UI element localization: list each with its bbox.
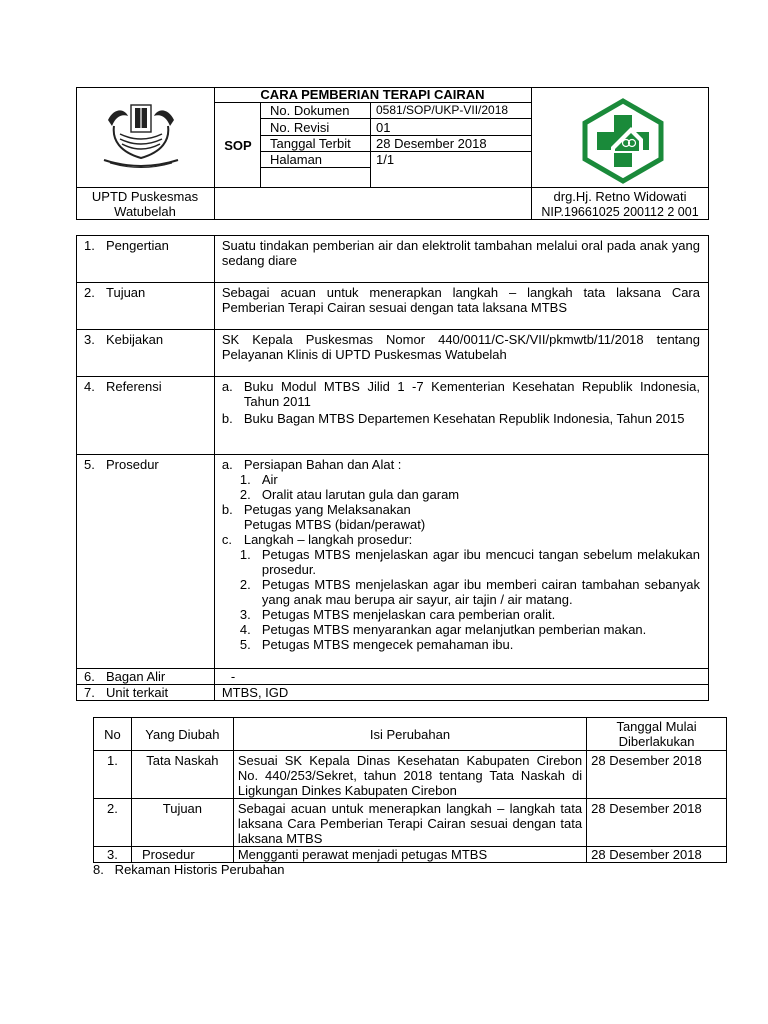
row-prosedur bbox=[77, 455, 709, 669]
label-unit: Unit terkait bbox=[106, 685, 169, 700]
num-kebijakan: 3. bbox=[84, 332, 95, 347]
table-row: 2. Tujuan Sebagai acuan untuk menerapkan langkah – langkah tata laksana Cara Pemberian Terapi Cairan sesuai dengan tata laksana MTBS 28 Desember 2018 bbox=[94, 799, 727, 847]
meta-value-doc: 0581/SOP/UKP-VII/2018 bbox=[376, 103, 509, 117]
ref-item: b. Buku Bagan MTBS Departemen Kesehatan Republik Indonesia, Tahun 2015 bbox=[221, 411, 685, 426]
text-kebijakan: SK Kepala Puskesmas Nomor 440/0011/C-SK/VII/pkmwtb/11/2018 tentang Pelayanan Klinis di UPTD Puskesmas Watubelah bbox=[214, 330, 708, 377]
document-title: CARA PEMBERIAN TERAPI CAIRAN bbox=[260, 87, 485, 102]
regency-emblem-icon bbox=[100, 102, 182, 172]
label-kebijakan: Kebijakan bbox=[106, 332, 164, 347]
table-row: 3. Prosedur Mengganti perawat menjadi petugas MTBS 28 Desember 2018 bbox=[94, 847, 727, 863]
meta-value-date: 28 Desember 2018 bbox=[376, 136, 487, 151]
prosedur-a: a. Persiapan Bahan dan Alat : bbox=[221, 457, 402, 472]
sop-label: SOP bbox=[224, 138, 252, 153]
history-header-changed: Yang Diubah bbox=[131, 718, 233, 751]
prosedur-c-item: 5. Petugas MTBS mengecek pemahaman ibu. bbox=[239, 637, 514, 652]
history-header-content: Isi Perubahan bbox=[233, 718, 586, 751]
header-divider-left bbox=[214, 87, 215, 220]
header-divider-bottom bbox=[76, 187, 709, 188]
num-prosedur: 5. bbox=[84, 457, 95, 472]
label-pengertian: Pengertian bbox=[106, 238, 169, 253]
label-referensi: Referensi bbox=[106, 379, 162, 394]
signer-nip: NIP.19661025 200112 2 001 bbox=[541, 205, 699, 219]
history-caption: 8. Rekaman Historis Perubahan bbox=[93, 862, 285, 877]
num-referensi: 4. bbox=[84, 379, 95, 394]
row-tujuan bbox=[77, 283, 709, 330]
org-line-2: Watubelah bbox=[114, 204, 176, 219]
history-table bbox=[93, 717, 727, 863]
meta-label-page: Halaman bbox=[270, 152, 323, 167]
puskesmas-logo-icon bbox=[581, 97, 666, 185]
table-row: 1. Tata Naskah Sesuai SK Kepala Dinas Kesehatan Kabupaten Cirebon No. 440/253/Sekret, tahun 2018 tentang Tata Naskah di Ligkungan Dinkes Kabupaten Cirebon 28 Desember 2018 bbox=[94, 751, 727, 799]
text-bagan: - bbox=[214, 669, 708, 685]
label-bagan: Bagan Alir bbox=[106, 669, 166, 684]
num-tujuan: 2. bbox=[84, 285, 95, 300]
prosedur-c-item: 1. Petugas MTBS menjelaskan agar ibu mencuci tangan sebelum melakukan prosedur. bbox=[239, 547, 700, 577]
meta-label-date: Tanggal Terbit bbox=[270, 136, 351, 151]
sop-table bbox=[76, 235, 709, 701]
text-pengertian: Suatu tindakan pemberian air dan elektrolit tambahan melalui oral pada anak yang sedang diare bbox=[214, 236, 708, 283]
meta-grid bbox=[260, 102, 531, 187]
row-kebijakan bbox=[77, 330, 709, 377]
history-header-row bbox=[94, 718, 727, 751]
meta-label-rev: No. Revisi bbox=[270, 120, 330, 135]
row-pengertian bbox=[77, 236, 709, 283]
prosedur-b: b. Petugas yang Melaksanakan bbox=[221, 502, 411, 517]
label-tujuan: Tujuan bbox=[106, 285, 146, 300]
prosedur-a-item: 1. Air bbox=[239, 472, 278, 487]
row-referensi bbox=[77, 377, 709, 455]
text-tujuan: Sebagai acuan untuk menerapkan langkah – langkah tata laksana Cara Pemberian Terapi Cairan sesuai dengan tata laksana MTBS bbox=[214, 283, 708, 330]
row-bagan bbox=[77, 669, 709, 685]
meta-value-rev: 01 bbox=[376, 120, 391, 135]
history-header-no: No bbox=[94, 718, 132, 751]
prosedur-c-item: 2. Petugas MTBS menjelaskan agar ibu memberi cairan tambahan sebanyak yang anak mau berupa air sayur, air tajin / air matang. bbox=[239, 577, 700, 607]
num-unit: 7. bbox=[84, 685, 95, 700]
prosedur-c-item: 3. Petugas MTBS menjelaskan cara pemberian oralit. bbox=[239, 607, 556, 622]
history-header-date: Tanggal Mulai Diberlakukan bbox=[587, 718, 727, 751]
prosedur-a-item: 2. Oralit atau larutan gula dan garam bbox=[239, 487, 460, 502]
text-unit: MTBS, IGD bbox=[214, 685, 708, 701]
meta-value-page: 1/1 bbox=[376, 152, 395, 167]
meta-label-doc: No. Dokumen bbox=[270, 103, 350, 118]
org-line-1: UPTD Puskesmas bbox=[91, 189, 199, 204]
ref-item: a. Buku Modul MTBS Jilid 1 -7 Kementerian Kesehatan Republik Indonesia, Tahun 2011 bbox=[221, 379, 700, 409]
num-pengertian: 1. bbox=[84, 238, 95, 253]
num-bagan: 6. bbox=[84, 669, 95, 684]
prosedur-b-sub: Petugas MTBS (bidan/perawat) bbox=[243, 517, 426, 532]
signer-name: drg.Hj. Retno Widowati bbox=[553, 189, 687, 204]
prosedur-c-item: 4. Petugas MTBS menyarankan agar melanjutkan pemberian makan. bbox=[239, 622, 647, 637]
prosedur-c: c. Langkah – langkah prosedur: bbox=[221, 532, 413, 547]
org-name bbox=[76, 189, 214, 219]
label-prosedur: Prosedur bbox=[106, 457, 159, 472]
row-unit bbox=[77, 685, 709, 701]
